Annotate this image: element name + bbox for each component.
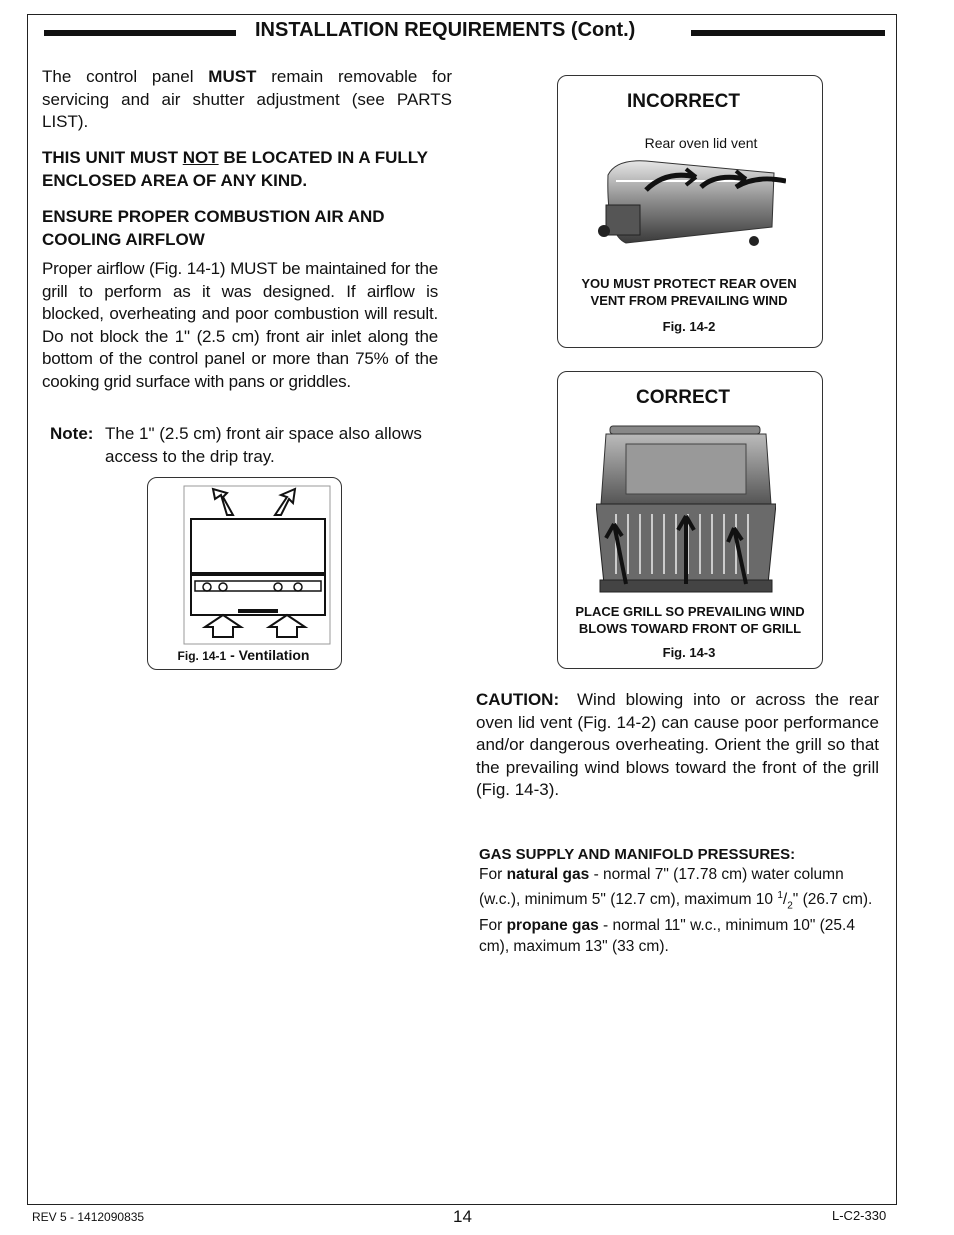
document-code: L-C2-330 [832, 1208, 887, 1223]
figure-ventilation-caption: Fig. 14-1 - Ventilation [177, 647, 310, 663]
note-text: The 1" (2.5 cm) front air space also allows access to the drip tray. [105, 424, 422, 466]
gas-heading: GAS SUPPLY AND MANIFOLD PRESSURES: [479, 846, 796, 863]
header-rule-right [691, 30, 885, 36]
panel-paragraph: The control panel MUST remain removable for servicing and air shutter adjustment (see PARTS LIST). [42, 67, 452, 131]
incorrect-title: INCORRECT [627, 91, 740, 112]
page-title: INSTALLATION REQUIREMENTS (Cont.) [255, 19, 636, 41]
gas-paragraph: For natural gas - normal 7" (17.78 cm) water column (w.c.), minimum 5" (12.7 cm), maximum 10 $^1/_2$" (26.7 cm). For propane gas - normal 11" w.c., minimum 10" (25.4 cm), maximum 13" (33 cm). [479, 866, 873, 955]
revision-code: REV 5 - 1412090835 [32, 1210, 145, 1224]
correct-title: CORRECT [636, 387, 730, 408]
incorrect-warning: YOU MUST PROTECT REAR OVEN VENT FROM PREVAILING WIND [581, 276, 797, 308]
caution-label: CAUTION: [476, 690, 560, 709]
header-rule-left [44, 30, 236, 36]
airflow-heading: ENSURE PROPER COMBUSTION AIR AND COOLING AIRFLOW [42, 207, 385, 249]
incorrect-caption: Fig. 14-2 [662, 319, 716, 334]
enclosure-warning: THIS UNIT MUST NOT BE LOCATED IN A FULLY ENCLOSED AREA OF ANY KIND. [42, 148, 428, 190]
note-label: Note: [50, 424, 94, 443]
vent-label: Rear oven lid vent [644, 135, 758, 151]
page-number: 14 [453, 1207, 472, 1226]
grill-open-photo [596, 424, 776, 594]
caution-text: Wind blowing into or across the rear oven lid vent (Fig. 14-2) can cause poor performance and/or dangerous overheating. Orient the grill so that the prevailing wind blows toward the front of the grill (Fig. 14-3). [476, 690, 879, 799]
grill-rear-vent-photo [586, 155, 786, 250]
correct-caption: Fig. 14-3 [662, 645, 716, 660]
airflow-paragraph: Proper airflow (Fig. 14-1) MUST be maintained for the grill to perform as it was designed. If airflow is blocked, overheating and poor combustion will result. Do not block the 1" (2.5 cm) front air inlet along the bottom of the control panel or more than 75% of the cooking grid surface with pans or griddles. [42, 259, 438, 391]
grill-front-ventilation-drawing [183, 485, 331, 645]
correct-warning: PLACE GRILL SO PREVAILING WIND BLOWS TOWARD FRONT OF GRILL [575, 604, 805, 636]
